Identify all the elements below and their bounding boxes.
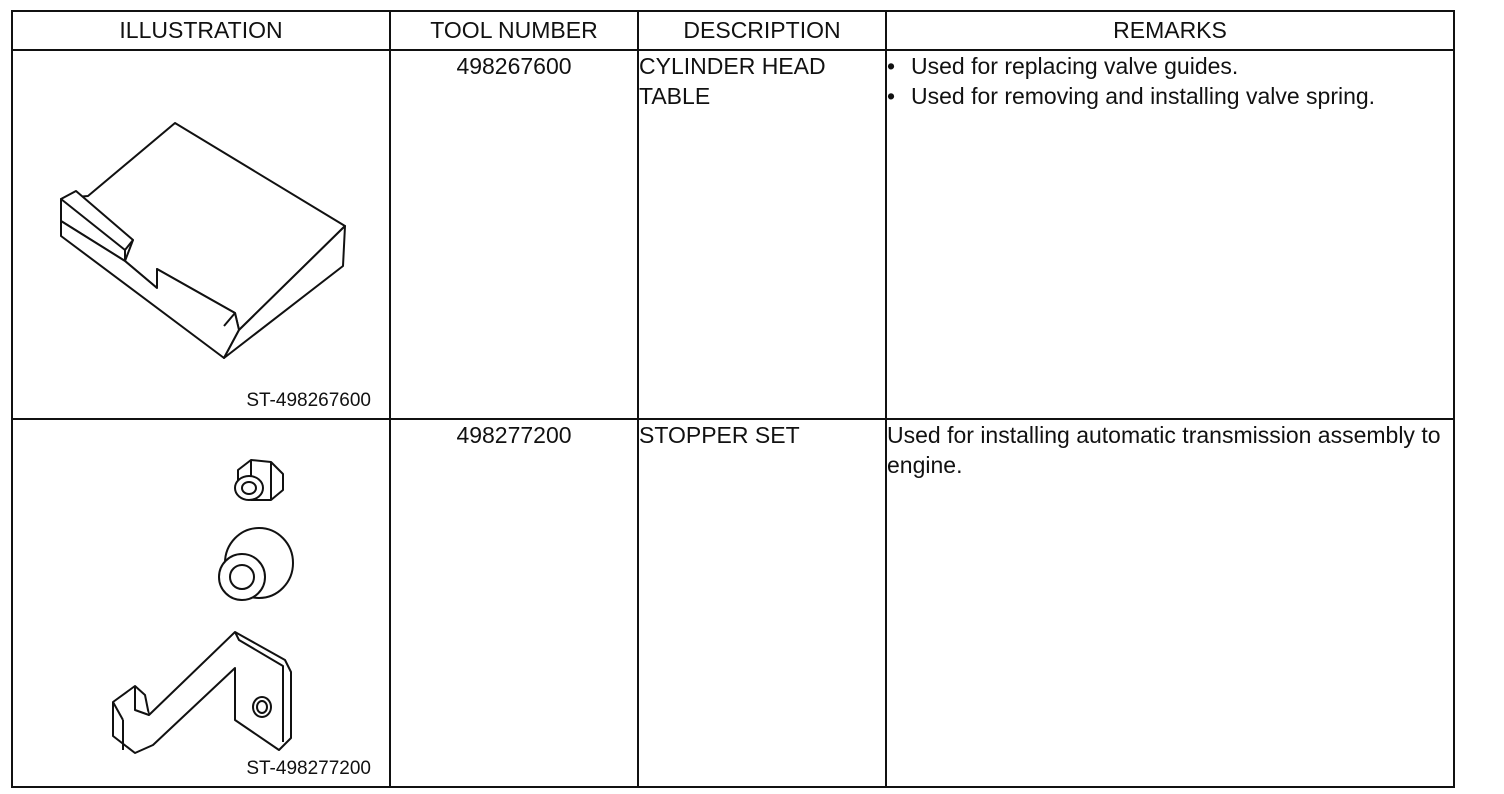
table-row <box>12 419 1454 787</box>
tool-number: 498277200 <box>390 419 638 787</box>
description: CYLINDER HEAD TABLE <box>638 50 886 419</box>
header-remarks: REMARKS <box>886 11 1454 50</box>
header-illustration: ILLUSTRATION <box>12 11 390 50</box>
remarks-list <box>887 51 1453 111</box>
illustration-code: ST-498277200 <box>246 758 371 779</box>
description: STOPPER SET <box>638 419 886 787</box>
table-header-row <box>12 11 1454 50</box>
remark-item: • Used for removing and installing valve spring. <box>887 81 1453 111</box>
tool-number: 498267600 <box>390 50 638 419</box>
header-tool-number: TOOL NUMBER <box>390 11 638 50</box>
remark-item: • Used for replacing valve guides. <box>887 51 1453 81</box>
illustration-cell <box>12 50 390 419</box>
cylinder-head-table-illustration <box>13 51 391 418</box>
remarks <box>886 50 1454 419</box>
special-tools-table <box>11 10 1455 788</box>
remarks: Used for installing automatic transmission assembly to engine. <box>886 419 1454 787</box>
table-row <box>12 50 1454 419</box>
illustration-code: ST-498267600 <box>246 390 371 411</box>
header-description: DESCRIPTION <box>638 11 886 50</box>
stopper-set-illustration <box>13 420 391 786</box>
illustration-cell <box>12 419 390 787</box>
